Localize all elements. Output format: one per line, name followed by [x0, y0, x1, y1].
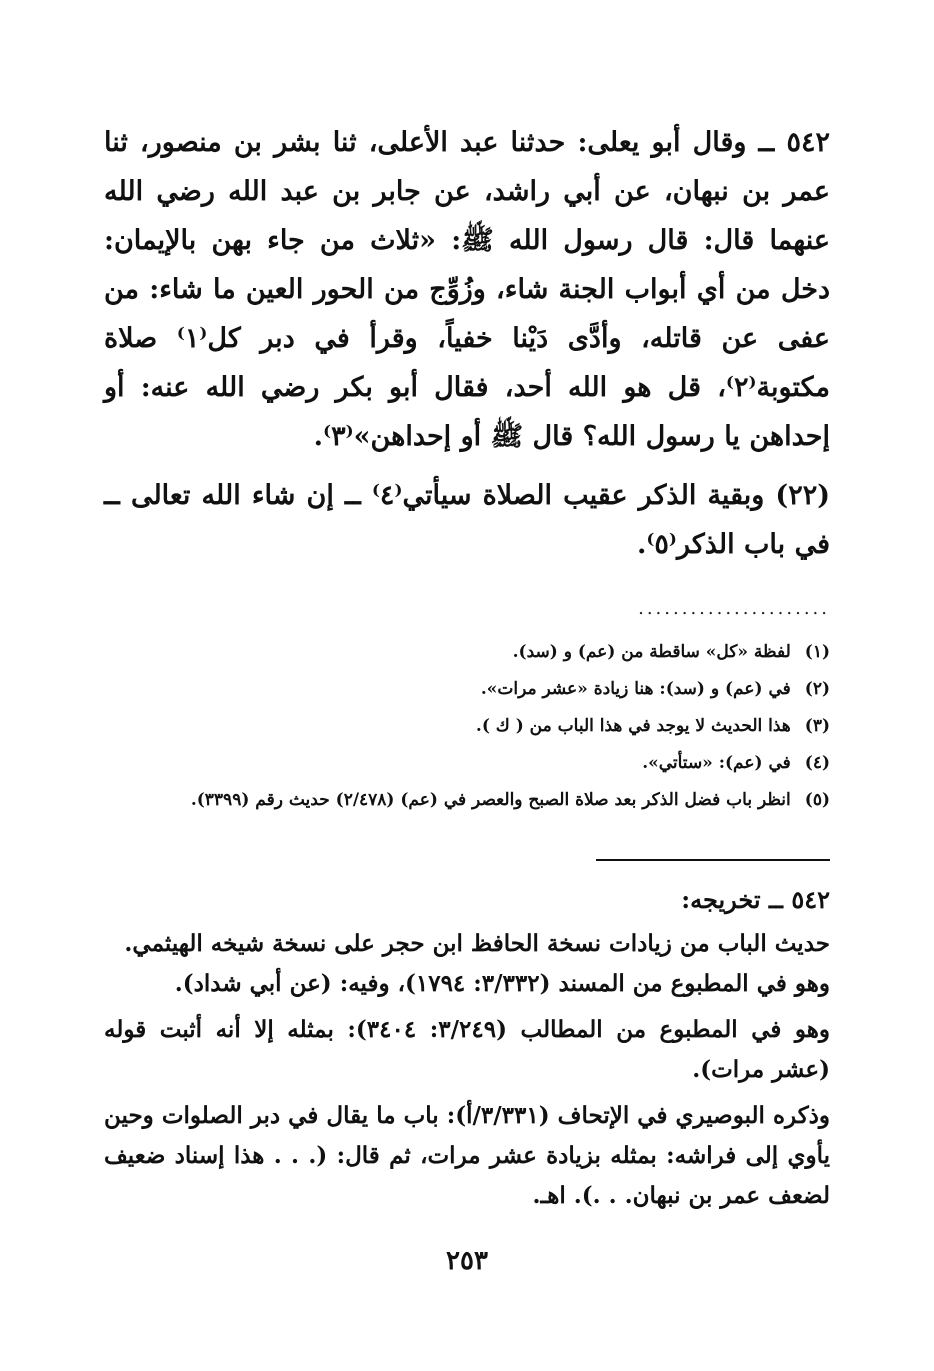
footnote-separator-dots: ...................... — [638, 598, 830, 619]
footnote-3 — [104, 708, 830, 745]
footnote-text: هذا الحديث لا يوجد في هذا الباب من ( ك ). — [475, 716, 791, 736]
takhrij-paragraph-3: وهو في المطبوع من المطالب (٣/٢٤٩: ٣٤٠٤): بمثله إلا أنه أثبت قوله (عشر مرات). — [104, 1016, 831, 1083]
takhrij-paragraph-2: وهو في المطبوع من المسند (٣/٣٣٢: ١٧٩٤)، وفيه: (عن أبي شداد). — [174, 970, 830, 997]
takhrij-paragraph-1: حديث الباب من زيادات نسخة الحافظ ابن حجر على نسخة شيخه الهيثمي. — [124, 930, 830, 957]
footnote-number: (٥) — [804, 790, 830, 810]
main-text — [104, 118, 830, 569]
footnote-text: لفظة «كل» ساقطة من (عم) و (سد). — [512, 642, 791, 662]
hadith-542: ٥٤٢ ــ وقال أبو يعلى: حدثنا عبد الأعلى، ثنا بشر بن منصور، ثنا عمر بن نبهان، عن أبي راشد، عن جابر بن عبد الله رضي الله عنهما قال: قال رسول الله ﷺ: «ثلاث من جاء بهن بالإيمان: دخل من أي أبواب الجنة شاء، وزُوِّج من الحور العين ما شاء: من عفى عن قاتله، وأدَّى دَيْنا خفياً، وقرأ في دبر كل⁽١⁾ صلاة مكتوبة⁽٢⁾، قل هو الله أحد، فقال أبو بكر رضي الله عنه: أو إحداهن يا رسول الله؟ قال ﷺ أو إحداهن»⁽٣⁾. — [104, 127, 830, 452]
takhrij-heading: ٥٤٢ ــ تخريجه: — [681, 885, 830, 914]
takhrij-section — [104, 880, 830, 1216]
footnote-text: في (عم) و (سد): هنا زيادة «عشر مرات». — [480, 679, 791, 699]
footnote-number: (٣) — [804, 716, 830, 736]
page-number: ٢٥٣ — [446, 1246, 488, 1276]
footnote-text: انظر باب فضل الذكر بعد صلاة الصبح والعصر في (عم) (٢/٤٧٨) حديث رقم (٣٣٩٩). — [190, 790, 791, 810]
footnote-1 — [104, 634, 830, 671]
footnote-5 — [104, 782, 830, 819]
footnotes — [104, 634, 830, 819]
footnote-2 — [104, 671, 830, 708]
footnote-text: في (عم): «ستأتي». — [642, 753, 791, 773]
takhrij-paragraph-4: وذكره البوصيري في الإتحاف (٣/٣٣١/أ): باب ما يقال في دبر الصلوات وحين يأوي إلى فراشه: بمثله بزيادة عشر مرات، ثم قال: (. . . هذا إسناد ضعيف لضعف عمر بن نبهان. . .). اهـ. — [104, 1102, 831, 1209]
footnote-number: (٢) — [804, 679, 830, 699]
footnote-number: (٤) — [804, 753, 830, 773]
footnote-number: (١) — [804, 642, 830, 662]
footnote-4 — [104, 745, 830, 782]
paragraph-22: (٢٢) وبقية الذكر عقيب الصلاة سيأتي⁽٤⁾ ــ إن شاء الله تعالى ــ في باب الذكر⁽٥⁾. — [104, 480, 830, 560]
section-divider — [596, 859, 830, 861]
